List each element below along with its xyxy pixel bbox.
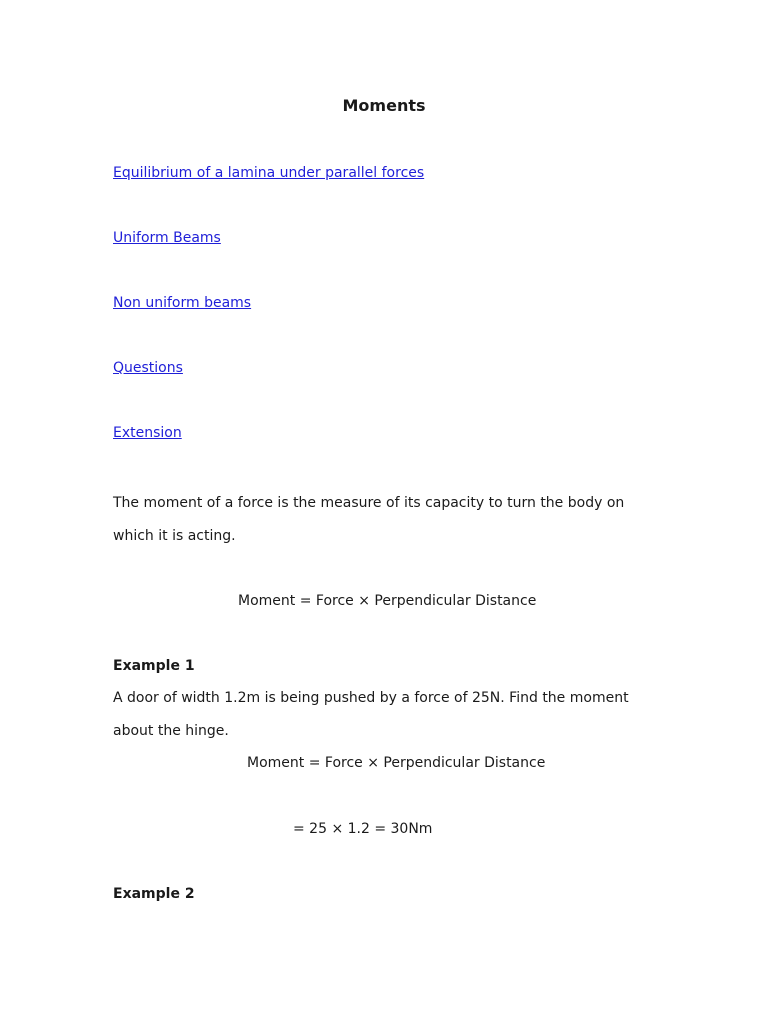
intro-text-line-2: which it is acting. (113, 528, 236, 544)
example-1-calculation: = 25 × 1.2 = 30Nm (293, 821, 433, 837)
link-uniform-beams[interactable]: Uniform Beams (113, 230, 221, 246)
example-1-formula: Moment = Force × Perpendicular Distance (247, 755, 546, 771)
link-equilibrium-lamina[interactable]: Equilibrium of a lamina under parallel forces (113, 165, 425, 181)
moment-formula: Moment = Force × Perpendicular Distance (238, 593, 537, 609)
link-non-uniform-beams[interactable]: Non uniform beams (113, 295, 252, 311)
intro-text-line-1: The moment of a force is the measure of its capacity to turn the body on (113, 495, 625, 511)
example-2-heading: Example 2 (113, 886, 195, 902)
example-1-text-line-2: about the hinge. (113, 723, 229, 739)
link-extension[interactable]: Extension (113, 425, 182, 441)
link-questions[interactable]: Questions (113, 360, 183, 376)
example-1-heading: Example 1 (113, 658, 195, 674)
example-1-text-line-1: A door of width 1.2m is being pushed by a force of 25N. Find the moment (113, 690, 629, 706)
page-title: Moments (342, 96, 426, 115)
